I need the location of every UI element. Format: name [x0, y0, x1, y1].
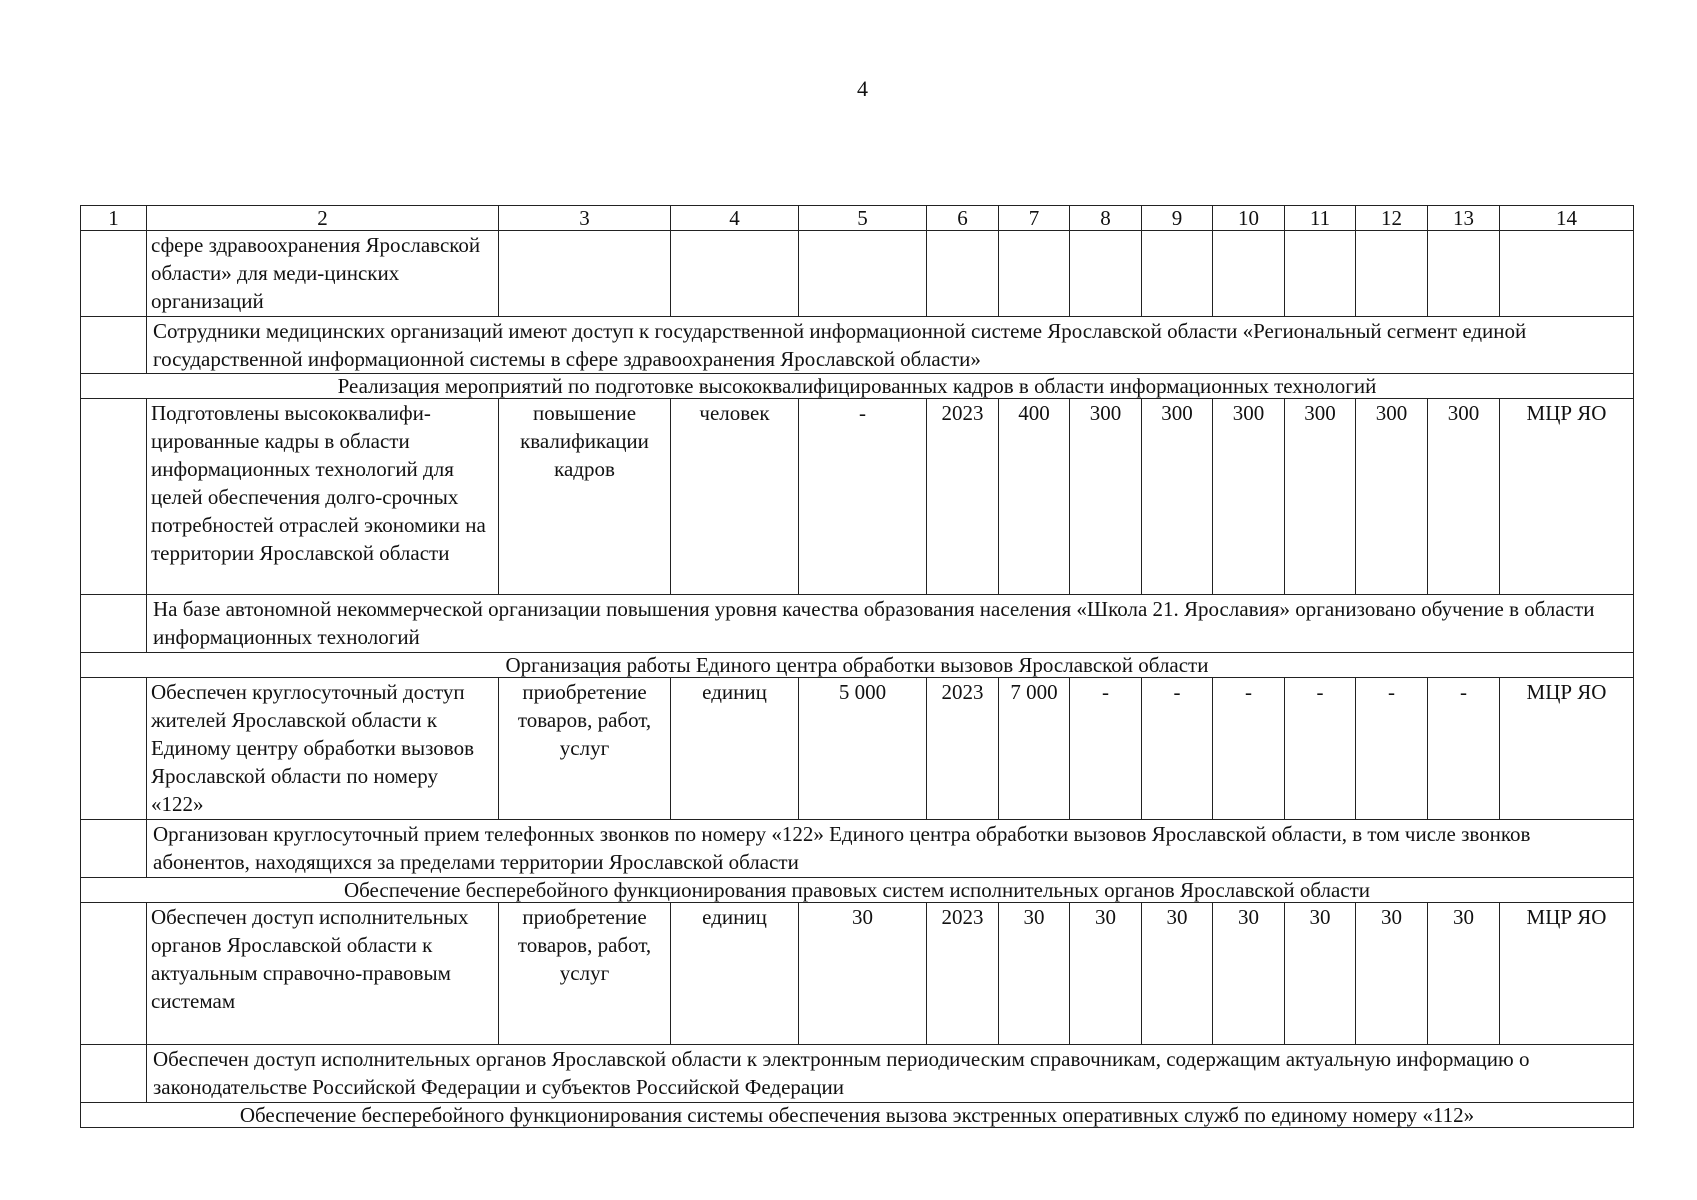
page-number: 4	[857, 76, 868, 101]
value-cell: 7 000	[999, 678, 1070, 820]
note-text: Сотрудники медицинских организаций имеют доступ к государственной информационной системе Ярославской области «Региональный сегмент единой государственной информационной системы в сфере здравоохранения Ярославской области»	[147, 317, 1634, 374]
value-cell: 300	[1356, 399, 1428, 595]
note-text: Организован круглосуточный прием телефонных звонков по номеру «122» Единого центра обработки вызовов Ярославской области, в том числе звонков абонентов, находящихся за пределами территории Ярославской области	[147, 820, 1634, 878]
note-row	[81, 820, 1634, 878]
value-cell: -	[1356, 678, 1428, 820]
table-row	[81, 678, 1634, 820]
value-cell: 300	[1213, 399, 1285, 595]
value-cell: 400	[999, 399, 1070, 595]
note-text: На базе автономной некоммерческой организации повышения уровня качества образования населения «Школа 21. Ярославия» организовано обучение в области информационных технологий	[147, 595, 1634, 653]
type-cell: повышение квалификации кадров	[499, 399, 671, 595]
unit-cell: единиц	[671, 903, 799, 1045]
note-row	[81, 317, 1634, 374]
section-title: Обеспечение бесперебойного функционирования системы обеспечения вызова экстренных оперативных служб по единому номеру «112»	[81, 1103, 1634, 1128]
unit-cell: человек	[671, 399, 799, 595]
header-cell: 4	[671, 206, 799, 231]
header-cell: 13	[1428, 206, 1500, 231]
value-cell: 30	[999, 903, 1070, 1045]
note-text: Обеспечен доступ исполнительных органов Ярославской области к электронным периодическим справочникам, содержащим актуальную информацию о законодательстве Российской Федерации и субъектов Российской Федерации	[147, 1045, 1634, 1103]
result-cell: Обеспечен доступ исполнительных органов Ярославской области к актуальным справочно-правовым системам	[147, 903, 499, 1045]
result-cell: сфере здравоохранения Ярославской области» для меди-цинских организаций	[147, 231, 499, 317]
note-row	[81, 1045, 1634, 1103]
responsible-cell: МЦР ЯО	[1500, 399, 1634, 595]
header-cell: 2	[147, 206, 499, 231]
section-title-row	[81, 653, 1634, 678]
header-cell: 7	[999, 206, 1070, 231]
results-table	[80, 205, 1634, 1128]
header-cell: 3	[499, 206, 671, 231]
value-cell: -	[1070, 678, 1142, 820]
year-cell: 2023	[927, 399, 999, 595]
header-cell: 14	[1500, 206, 1634, 231]
result-cell: Подготовлены высококвалифи-цированные кадры в области информационных технологий для целей обеспечения долго-срочных потребностей отраслей экономики на территории Ярославской области	[147, 399, 499, 595]
value-cell: 30	[1285, 903, 1356, 1045]
header-cell: 6	[927, 206, 999, 231]
year-cell: 2023	[927, 903, 999, 1045]
table-header-row	[81, 206, 1634, 231]
section-title: Реализация мероприятий по подготовке высококвалифицированных кадров в области информационных технологий	[81, 374, 1634, 399]
table-row	[81, 231, 1634, 317]
section-title: Обеспечение бесперебойного функционирования правовых систем исполнительных органов Ярославской области	[81, 878, 1634, 903]
base-value-cell: -	[799, 399, 927, 595]
table-row	[81, 399, 1634, 595]
header-cell: 10	[1213, 206, 1285, 231]
section-title-row	[81, 374, 1634, 399]
section-title-row	[81, 1103, 1634, 1128]
value-cell: 30	[1213, 903, 1285, 1045]
section-title-row	[81, 878, 1634, 903]
value-cell: 30	[1070, 903, 1142, 1045]
table-row	[81, 903, 1634, 1045]
value-cell: 300	[1070, 399, 1142, 595]
section-title: Организация работы Единого центра обработки вызовов Ярославской области	[81, 653, 1634, 678]
value-cell: 30	[1356, 903, 1428, 1045]
value-cell: -	[1285, 678, 1356, 820]
value-cell: 300	[1142, 399, 1213, 595]
header-cell: 12	[1356, 206, 1428, 231]
result-cell: Обеспечен круглосуточный доступ жителей Ярославской области к Единому центру обработки вызовов Ярославской области по номеру «122»	[147, 678, 499, 820]
responsible-cell: МЦР ЯО	[1500, 678, 1634, 820]
value-cell: -	[1428, 678, 1500, 820]
value-cell: -	[1142, 678, 1213, 820]
header-cell: 9	[1142, 206, 1213, 231]
header-cell: 1	[81, 206, 147, 231]
value-cell: 300	[1428, 399, 1500, 595]
type-cell: приобретение товаров, работ, услуг	[499, 678, 671, 820]
header-cell: 5	[799, 206, 927, 231]
base-value-cell: 5 000	[799, 678, 927, 820]
value-cell: 30	[1428, 903, 1500, 1045]
note-row	[81, 595, 1634, 653]
base-value-cell: 30	[799, 903, 927, 1045]
header-cell: 8	[1070, 206, 1142, 231]
value-cell: 30	[1142, 903, 1213, 1045]
header-cell: 11	[1285, 206, 1356, 231]
type-cell: приобретение товаров, работ, услуг	[499, 903, 671, 1045]
responsible-cell: МЦР ЯО	[1500, 903, 1634, 1045]
value-cell: 300	[1285, 399, 1356, 595]
year-cell: 2023	[927, 678, 999, 820]
value-cell: -	[1213, 678, 1285, 820]
unit-cell: единиц	[671, 678, 799, 820]
